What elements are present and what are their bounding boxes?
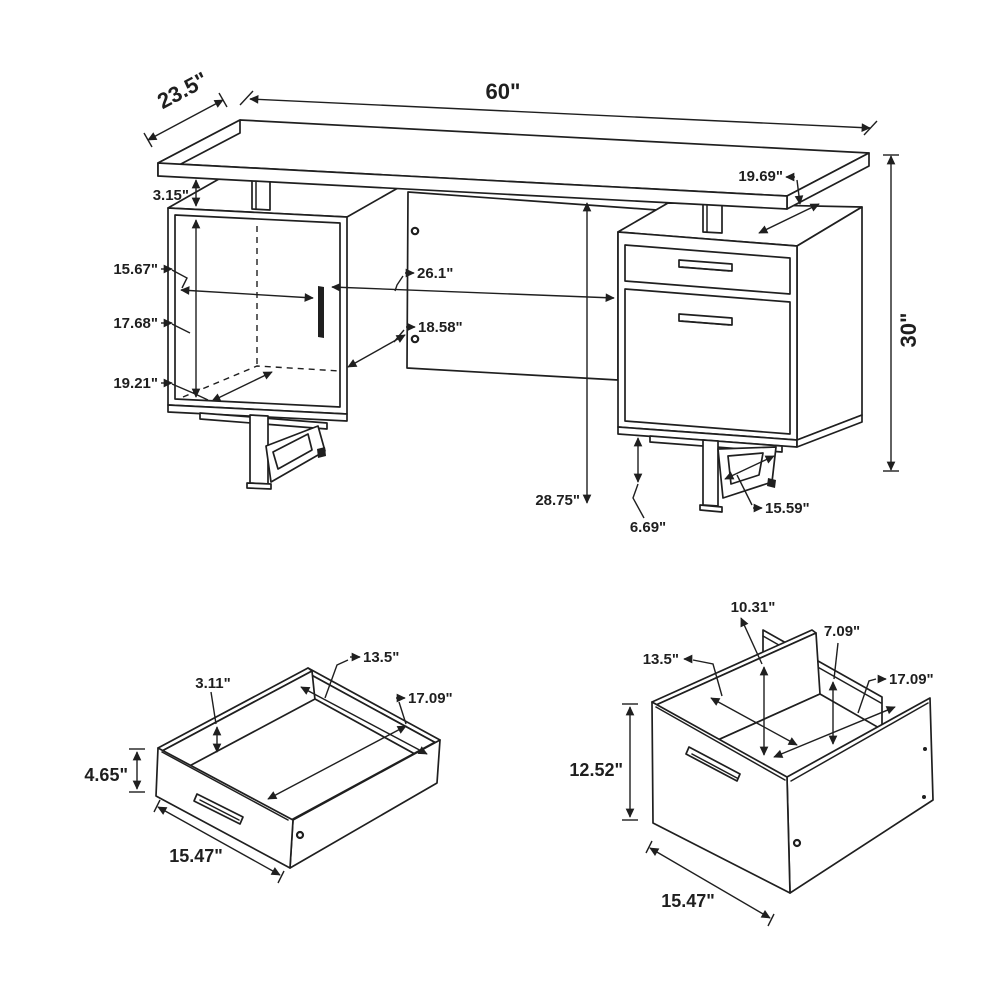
right-pedestal-drawers xyxy=(618,203,862,452)
dim-file-front-height: 12.52" xyxy=(569,760,623,780)
dim-leg-height: 6.69" xyxy=(629,519,667,536)
dim-desk-top-depth: 23.5" xyxy=(153,66,212,114)
dim-desktop-gap: 3.15" xyxy=(152,187,189,204)
dim-file-back-height: 10.31" xyxy=(730,599,776,616)
left-pedestal-cabinet xyxy=(168,171,412,429)
dim-file-side-height: 7.09" xyxy=(823,623,861,640)
dim-cabinet-interior-width: 15.67" xyxy=(113,261,158,278)
dim-desk-top-width: 60" xyxy=(485,79,521,104)
desk-figure xyxy=(113,67,921,536)
screw-hole xyxy=(412,228,418,234)
dim-file-interior-depth: 17.09" xyxy=(889,671,934,688)
dim-kneehole-depth: 18.58" xyxy=(418,319,463,336)
dim-drawer-front-width: 15.47" xyxy=(169,846,223,866)
dim-underside-height: 28.75" xyxy=(535,492,580,509)
small-drawer-figure xyxy=(84,649,452,883)
dim-pedestal-top-depth: 19.69" xyxy=(738,168,783,185)
dim-foot-depth: 15.59" xyxy=(765,500,810,517)
screw-hole xyxy=(297,832,303,838)
dim-cabinet-interior-height: 17.68" xyxy=(113,315,158,332)
dim-drawer-front-height: 4.65" xyxy=(84,765,128,785)
dim-drawer-interior-height: 3.11" xyxy=(195,675,231,692)
dim-overall-height: 30" xyxy=(896,312,921,348)
door-handle xyxy=(318,286,324,338)
screw-hole xyxy=(794,840,800,846)
file-drawer-box xyxy=(652,630,933,893)
file-drawer-figure xyxy=(569,599,933,926)
dim-drawer-interior-width: 13.5" xyxy=(363,649,400,666)
screw-hole xyxy=(412,336,418,342)
support-bracket-left xyxy=(252,179,270,210)
dim-file-front-width: 15.47" xyxy=(661,891,715,911)
dim-cabinet-interior-depth: 19.21" xyxy=(113,375,158,392)
dim-kneehole-width: 26.1" xyxy=(417,265,454,282)
dim-file-interior-width: 13.5" xyxy=(642,651,679,668)
dim-drawer-interior-depth: 17.09" xyxy=(408,690,453,707)
